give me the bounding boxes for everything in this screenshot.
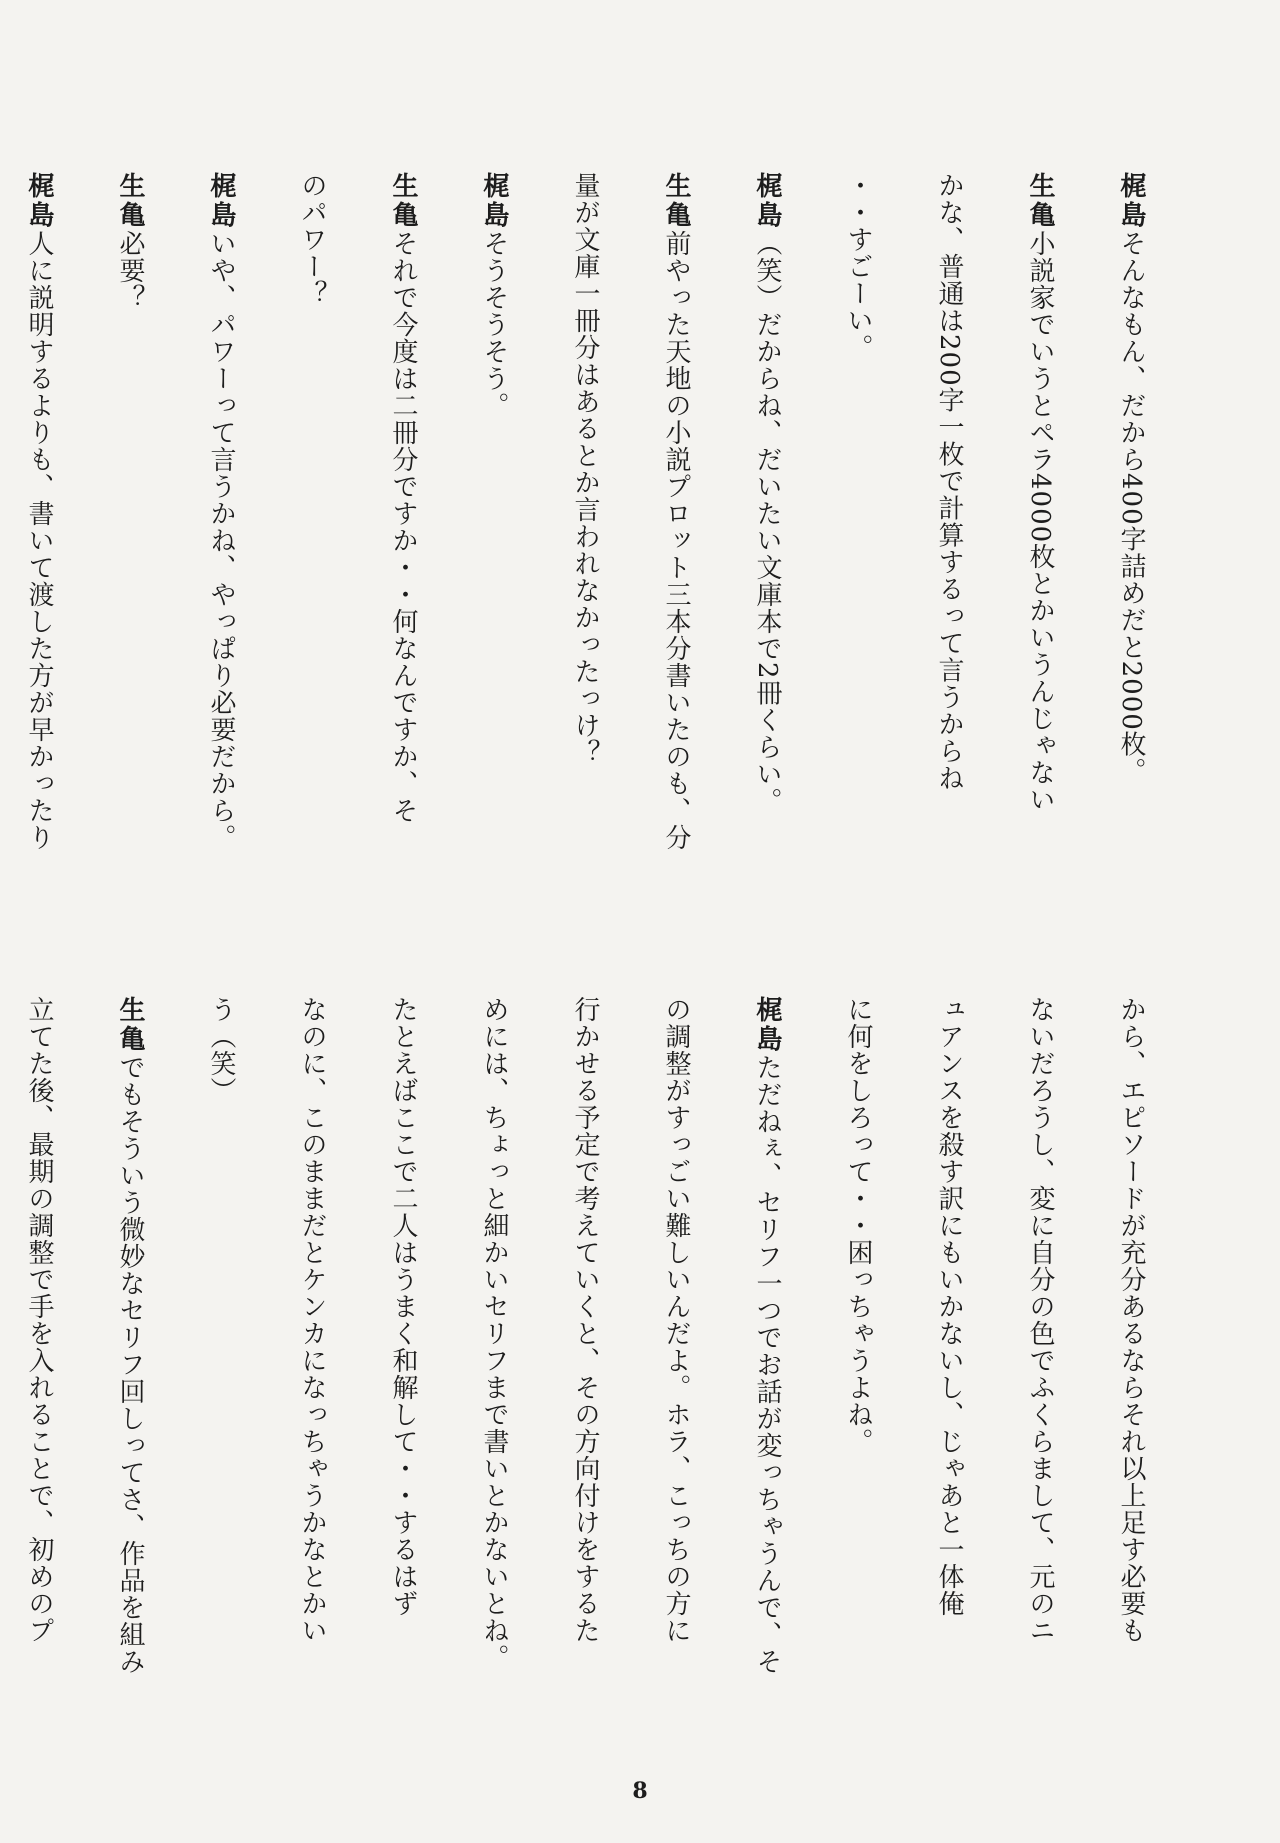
line-text: 前やった天地の小説プロット三本分書いたのも、分 (661, 230, 691, 851)
dialogue-section-bottom (24, 996, 1148, 1696)
dialogue-line (884, 172, 966, 892)
line-text: から、エピソードが充分あるならそれ以上足す必要も (1116, 996, 1146, 1644)
line-text: そうそうそう。 (479, 230, 509, 419)
speaker-name: 梶島 (479, 172, 509, 230)
dialogue-line (1066, 996, 1148, 1696)
speaker-name: 生亀 (1025, 172, 1055, 230)
dialogue-line (429, 996, 511, 1696)
line-text: めには、ちょっと細かいセリフまで書いとかないとね。 (479, 996, 509, 1671)
dialogue-line (520, 996, 602, 1696)
speaker-name: 生亀 (388, 172, 418, 230)
line-text: 量が文庫一冊分はあるとか言われなかったっけ？ (570, 172, 600, 766)
dialogue-line (793, 996, 875, 1696)
speaker-name: 梶島 (1116, 172, 1146, 230)
dialogue-line (702, 172, 784, 892)
dialogue-line (338, 996, 420, 1696)
dialogue-line (0, 172, 56, 892)
line-text: ないだろうし、変に自分の色でふくらまして、元のニ (1025, 996, 1055, 1644)
line-text: なのに、このままだとケンカになっちゃうかなとかい (297, 996, 327, 1644)
line-text: でもそういう微妙なセリフ回しってさ、作品を組み (115, 1054, 145, 1675)
dialogue-line (156, 172, 238, 892)
page-number: 8 (632, 1778, 648, 1804)
speaker-name: 生亀 (661, 172, 691, 230)
line-text: そんなもん、だから400字詰めだと2000枚。 (1116, 230, 1146, 785)
dialogue-line (884, 996, 966, 1696)
speaker-name: 生亀 (115, 172, 145, 230)
line-text: 小説家でいうとペラ4000枚とかいうんじゃない (1025, 230, 1055, 814)
speaker-name: 梶島 (24, 172, 54, 230)
dialogue-line (338, 172, 420, 892)
line-text: それで今度は二冊分ですか・・何なんですか、そ (388, 230, 418, 824)
dialogue-line (429, 172, 511, 892)
dialogue-section-top (24, 172, 1148, 892)
dialogue-line (247, 996, 329, 1696)
speaker-name: 梶島 (752, 996, 782, 1054)
line-text: たとえばここで二人はうまく和解して・・するはず (388, 996, 418, 1617)
speaker-name: 梶島 (752, 172, 782, 230)
dialogue-line (793, 172, 875, 892)
line-text: いや、パワーって言うかね、やっぱり必要だから。 (206, 230, 236, 851)
dialogue-line (0, 996, 56, 1696)
line-text: ・・すごーい。 (843, 172, 873, 361)
line-text: のパワー？ (297, 172, 327, 307)
line-text: 行かせる予定で考えていくと、その方向付けをするた (570, 996, 600, 1644)
dialogue-line (975, 172, 1057, 892)
dialogue-line (65, 996, 147, 1696)
line-text: （笑）だからね、だいたい文庫本で2冊くらい。 (752, 230, 782, 815)
speaker-name: 生亀 (115, 996, 145, 1054)
dialogue-line (611, 172, 693, 892)
dialogue-line (65, 172, 147, 892)
line-text: 立てた後、最期の調整で手を入れることで、初めのプ (24, 996, 54, 1644)
dialogue-line (520, 172, 602, 892)
dialogue-line (1066, 172, 1148, 892)
line-text: 人に説明するよりも、書いて渡した方が早かったり (24, 230, 54, 851)
speaker-name: 梶島 (206, 172, 236, 230)
dialogue-line (975, 996, 1057, 1696)
line-text: ただねぇ、セリフ一つでお話が変っちゃうんで、そ (752, 1054, 782, 1675)
dialogue-line (611, 996, 693, 1696)
dialogue-line (247, 172, 329, 892)
line-text: の調整がすっごい難しいんだよ。ホラ、こっちの方に (661, 996, 691, 1644)
line-text: かな、普通は200字一枚で計算するって言うからね (934, 172, 964, 792)
dialogue-line (702, 996, 784, 1696)
line-text: う（笑） (206, 996, 236, 1104)
line-text: 必要？ (115, 230, 145, 311)
line-text: ュアンスを殺す訳にもいかないし、じゃあと一体俺 (934, 996, 964, 1617)
line-text: に何をしろって・・困っちゃうよね。 (843, 996, 873, 1455)
dialogue-line (156, 996, 238, 1696)
